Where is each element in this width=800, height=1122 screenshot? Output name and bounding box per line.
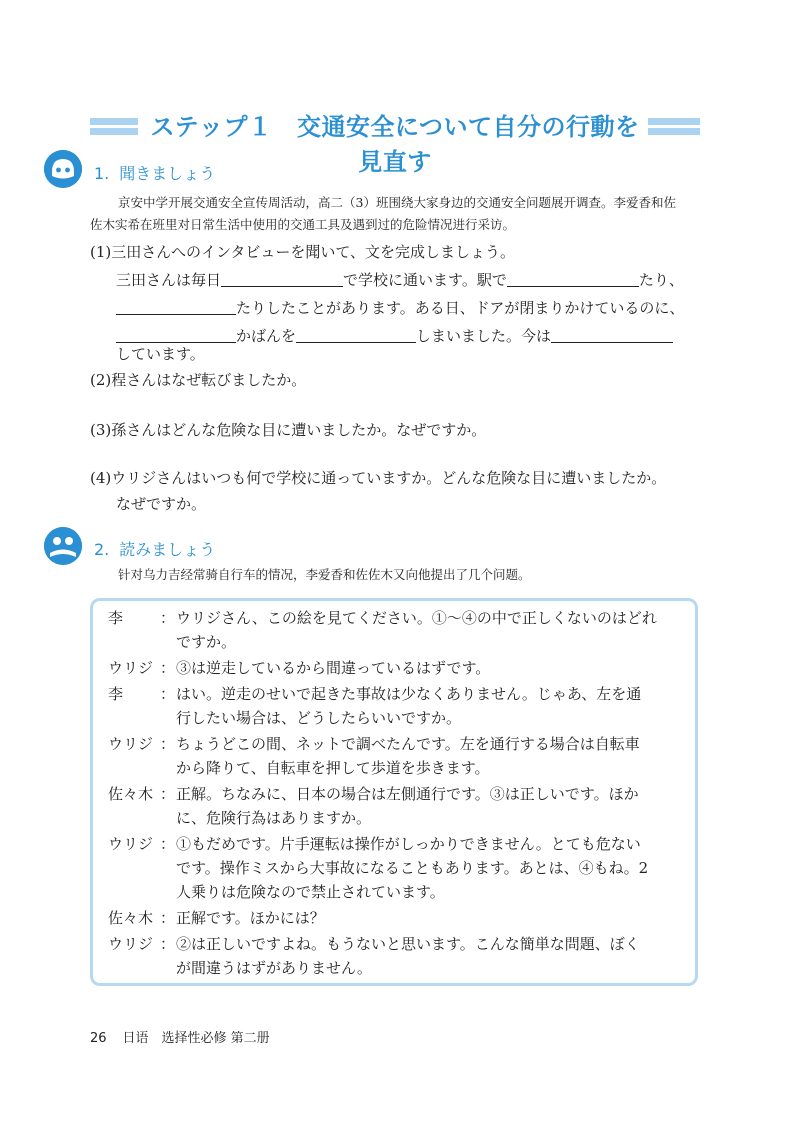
title-decoration-left: [90, 110, 138, 140]
answer-blank-1[interactable]: [221, 268, 343, 287]
section1-title: 聞きましょう: [119, 164, 216, 183]
section2-header: [94, 537, 215, 560]
page-number: 26: [90, 1031, 107, 1046]
question-4-line2: なぜですか。: [116, 495, 207, 513]
question-1-line5: しています。: [116, 345, 205, 363]
dialog-speaker: 佐々木: [108, 785, 154, 803]
dialog-colon: ：: [160, 609, 176, 627]
question-1-label: (1): [90, 243, 112, 261]
q1-text-segment: たりしたことがあります。ある日、ドアが閉まりかけているのに、: [236, 299, 685, 317]
dialog-colon: ：: [160, 685, 176, 703]
section1-header: [94, 161, 215, 184]
dialog-colon: ：: [160, 785, 176, 803]
question-4: [90, 464, 666, 492]
dialog-speaker: 李: [108, 609, 124, 627]
dialog-speaker: ウリジ: [108, 735, 154, 753]
dialog-colon: ：: [160, 659, 176, 677]
dialog-line: ③は逆走しているから間違っているはずです。: [176, 659, 491, 677]
dialog-colon: ：: [160, 935, 176, 953]
question-1-line3: [116, 294, 684, 322]
question-4-text: ウリジさんはいつも何で学校に通っていますか。どんな危険な目に遭いましたか。: [111, 469, 667, 487]
section1-intro-line1: 京安中学开展交通安全宣传周活动，高二（3）班围绕大家身边的交通安全问题展开调查。李爱香和佐: [118, 195, 676, 210]
dialog-line: 行したい場合は、どうしたらいいですか。: [176, 709, 462, 727]
q1-text-segment: で学校に通います。駅で: [343, 271, 507, 289]
dialog-speaker: 李: [108, 685, 124, 703]
section1-number: 1.: [94, 164, 110, 183]
title-decoration-right: [648, 110, 700, 140]
q1-text-segment: たり、: [638, 271, 684, 289]
dialog-line: ①もだめです。片手運転は操作がしっかりできません。とても危ない: [176, 835, 641, 853]
dialog-line: ですか。: [176, 633, 237, 651]
question-3-label: (3): [90, 421, 112, 439]
dialog-line: ちょうどこの間、ネットで調べたんです。左を通行する場合は自転車: [176, 735, 640, 753]
dialog-speaker: ウリジ: [108, 935, 154, 953]
dialog-colon: ：: [160, 909, 176, 927]
q1-text-segment: かばんを: [236, 327, 297, 345]
dialog-speaker: ウリジ: [108, 659, 154, 677]
question-2: [90, 366, 306, 394]
dialog-line: 正解です。ほかには？: [176, 909, 325, 927]
section2-intro: 针对乌力吉经常骑自行车的情况，李爱香和佐佐木又向他提出了几个问题。: [118, 567, 531, 582]
question-2-text: 程さんはなぜ転びましたか。: [111, 371, 307, 389]
question-1-line1: [90, 238, 515, 266]
page-footer: [90, 1027, 270, 1046]
dialog-line: から降りて、自転車を押して歩道を歩きます。: [176, 759, 490, 777]
page-title: ステップ１ 交通安全について自分の行動を見直す: [150, 113, 640, 176]
dialog-colon: ：: [160, 735, 176, 753]
dialog-line: ウリジさん、この絵を見てください。①〜④の中で正しくないのはどれ: [176, 609, 657, 627]
section2-number: 2.: [94, 540, 110, 559]
dialog-line: 人乗りは危険なので禁止されています。: [176, 883, 445, 901]
answer-blank-3[interactable]: [116, 296, 236, 315]
question-3-text: 孫さんはどんな危険な目に遭いましたか。なぜですか。: [111, 421, 487, 439]
dialog-line: に、危険行為はありますか。: [176, 809, 372, 827]
dialog-speaker: ウリジ: [108, 835, 154, 853]
dialog-line: が間違うはずがありません。: [176, 959, 372, 977]
answer-blank-5[interactable]: [296, 324, 416, 343]
dialog-line: です。操作ミスから大事故になることもあります。あとは、④もね。2: [176, 859, 649, 877]
answer-blank-6[interactable]: [551, 324, 673, 343]
section1-intro-line2: 佐木实希在班里对日常生活中使用的交通工具及遇到过的危险情况进行采访。: [90, 217, 516, 232]
q1-text-segment: 三田さんは毎日: [116, 271, 222, 289]
section2-title: 読みましょう: [119, 540, 216, 559]
answer-blank-2[interactable]: [507, 268, 639, 287]
question-4-label: (4): [90, 469, 112, 487]
listening-character-icon: [44, 150, 82, 188]
dialog-line: 正解。ちなみに、日本の場合は左側通行です。③は正しいです。ほか: [176, 785, 639, 803]
book-title: 日语 选择性必修 第二册: [122, 1031, 270, 1046]
question-2-label: (2): [90, 371, 112, 389]
reading-people-icon: [44, 527, 82, 565]
dialog-line: はい。逆走のせいで起きた事故は少なくありません。じゃあ、左を通: [176, 685, 642, 703]
question-1-line2: [116, 266, 684, 294]
q1-text-segment: しまいました。今は: [416, 327, 552, 345]
question-1-prompt: 三田さんへのインタビューを聞いて、文を完成しましょう。: [111, 243, 516, 261]
dialog-colon: ：: [160, 835, 176, 853]
dialog-line: ②は正しいですよね。もうないと思います。こんな簡単な問題、ぼく: [176, 935, 640, 953]
question-3: [90, 416, 486, 444]
dialog-speaker: 佐々木: [108, 909, 154, 927]
